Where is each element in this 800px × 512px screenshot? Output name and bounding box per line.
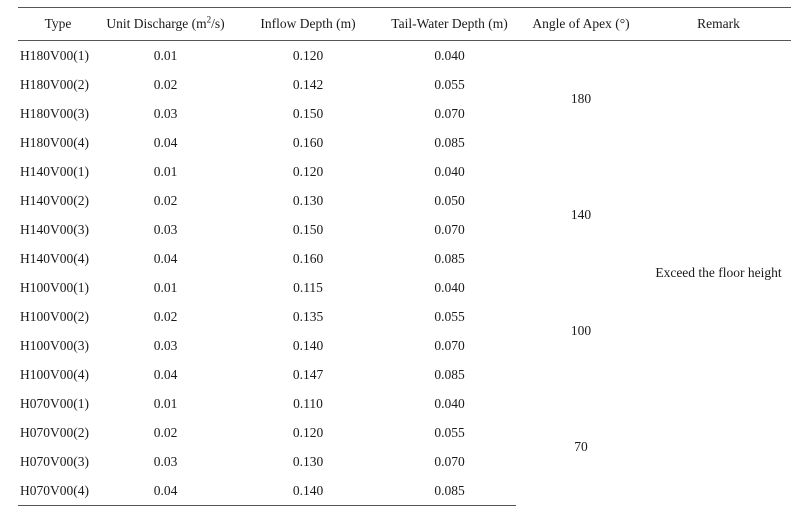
cell-unit-discharge: 0.01	[153, 279, 178, 295]
cell-remark: Exceed the floor height	[655, 265, 782, 281]
cell-type: H180V00(1)	[20, 47, 89, 63]
cell-inflow-depth: 0.130	[292, 453, 324, 469]
cell-type: H140V00(3)	[20, 221, 89, 237]
cell-unit-discharge: 0.01	[153, 395, 178, 411]
cell-type: H140V00(2)	[20, 192, 89, 208]
cell-tail-water-depth: 0.055	[434, 424, 465, 440]
cell-tail-water-depth: 0.085	[383, 476, 516, 506]
cell-tail-water-depth: 0.070	[434, 105, 465, 121]
cell-angle-of-apex: 100	[570, 323, 592, 338]
cell-inflow-depth: 0.160	[292, 134, 324, 150]
header-unit-discharge	[98, 8, 233, 41]
cell-inflow-depth: 0.147	[292, 366, 324, 382]
cell-tail-water-depth: 0.085	[434, 250, 465, 266]
cell-inflow-depth: 0.110	[293, 395, 323, 411]
cell-type: H180V00(2)	[20, 76, 89, 92]
header-discharge-suffix: /s)	[211, 16, 225, 31]
cell-unit-discharge: 0.04	[153, 366, 178, 382]
header-discharge-prefix: Unit Discharge (m	[106, 16, 207, 31]
cell-tail-water-depth: 0.040	[434, 163, 465, 179]
cell-type: H070V00(4)	[18, 476, 98, 506]
cell-unit-discharge: 0.01	[153, 47, 178, 63]
cell-unit-discharge: 0.03	[153, 221, 178, 237]
header-discharge-sup: 2	[206, 14, 212, 25]
cell-type: H100V00(1)	[20, 279, 89, 295]
cell-type: H100V00(3)	[20, 337, 89, 353]
cell-inflow-depth: 0.142	[292, 76, 324, 92]
cell-type: H100V00(4)	[20, 366, 89, 382]
cell-unit-discharge: 0.01	[153, 163, 178, 179]
cell-tail-water-depth: 0.050	[434, 192, 465, 208]
cell-inflow-depth: 0.140	[233, 476, 383, 506]
cell-unit-discharge: 0.02	[153, 424, 178, 440]
cell-inflow-depth: 0.150	[292, 221, 324, 237]
cell-type: H180V00(3)	[20, 105, 89, 121]
cell-tail-water-depth: 0.070	[434, 221, 465, 237]
cell-unit-discharge: 0.04	[153, 134, 178, 150]
cell-tail-water-depth: 0.070	[434, 337, 465, 353]
cell-unit-discharge: 0.04	[98, 476, 233, 506]
cell-type: H070V00(3)	[20, 453, 89, 469]
cell-inflow-depth: 0.135	[292, 308, 324, 324]
cell-angle-of-apex: 140	[570, 207, 592, 222]
cell-angle-of-apex: 180	[570, 91, 592, 106]
data-table	[18, 7, 791, 506]
cell-unit-discharge: 0.02	[153, 76, 178, 92]
table-body	[18, 41, 791, 506]
header-row	[18, 8, 791, 41]
cell-inflow-depth: 0.120	[292, 424, 324, 440]
cell-tail-water-depth: 0.085	[434, 366, 465, 382]
table-row	[18, 41, 791, 71]
header-tail-water-depth: Tail-Water Depth (m)	[383, 8, 516, 41]
header-type: Type	[18, 8, 98, 41]
cell-inflow-depth: 0.120	[292, 47, 324, 63]
header-remark: Remark	[646, 8, 791, 41]
header-inflow-depth: Inflow Depth (m)	[233, 8, 383, 41]
cell-type: H100V00(2)	[20, 308, 89, 324]
cell-type: H140V00(4)	[20, 250, 89, 266]
cell-unit-discharge: 0.03	[153, 337, 178, 353]
cell-tail-water-depth: 0.055	[434, 308, 465, 324]
cell-tail-water-depth: 0.085	[434, 134, 465, 150]
cell-type: H180V00(4)	[20, 134, 89, 150]
cell-type: H070V00(1)	[20, 395, 89, 411]
header-angle-of-apex: Angle of Apex (°)	[516, 8, 646, 41]
cell-unit-discharge: 0.03	[153, 453, 178, 469]
cell-tail-water-depth: 0.040	[434, 395, 465, 411]
cell-inflow-depth: 0.130	[292, 192, 324, 208]
cell-inflow-depth: 0.160	[292, 250, 324, 266]
cell-tail-water-depth: 0.040	[434, 47, 465, 63]
cell-unit-discharge: 0.02	[153, 192, 178, 208]
cell-inflow-depth: 0.120	[292, 163, 324, 179]
cell-angle-of-apex: 70	[574, 439, 588, 455]
cell-unit-discharge: 0.02	[153, 308, 178, 324]
cell-tail-water-depth: 0.040	[434, 279, 465, 295]
cell-inflow-depth: 0.140	[292, 337, 324, 353]
cell-unit-discharge: 0.04	[153, 250, 178, 266]
cell-inflow-depth: 0.115	[293, 279, 323, 295]
cell-type: H140V00(1)	[20, 163, 89, 179]
cell-type: H070V00(2)	[20, 424, 89, 440]
cell-tail-water-depth: 0.055	[434, 76, 465, 92]
cell-unit-discharge: 0.03	[153, 105, 178, 121]
cell-tail-water-depth: 0.070	[434, 453, 465, 469]
cell-inflow-depth: 0.150	[292, 105, 324, 121]
